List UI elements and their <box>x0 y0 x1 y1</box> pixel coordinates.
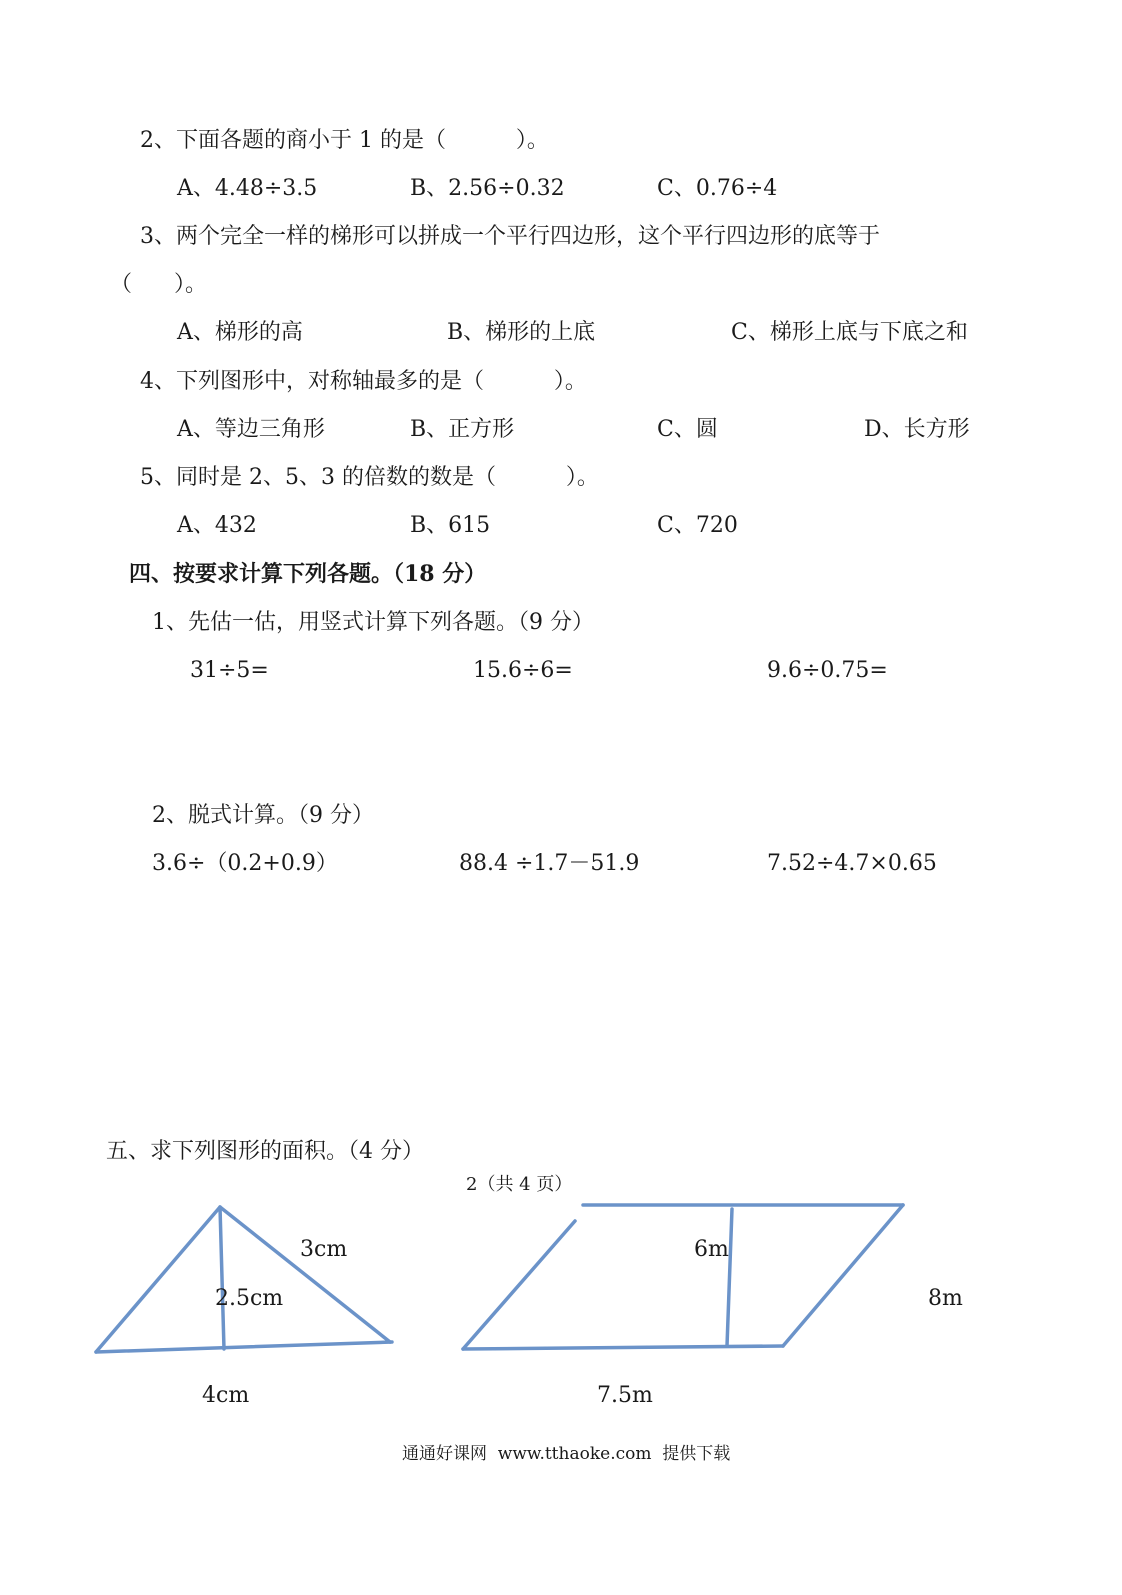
q5-option-b: B、615 <box>410 513 491 538</box>
q2-stem: 2、下面各题的商小于 1 的是（ ）。 <box>140 128 549 153</box>
q3-stem-continued: （ ）。 <box>110 272 207 297</box>
q2-option-c: C、0.76÷4 <box>657 176 778 201</box>
q2-option-b: B、2.56÷0.32 <box>410 176 565 201</box>
parallelogram-right-side <box>783 1205 903 1346</box>
section4-part1-title: 1、先估一估，用竖式计算下列各题。（9 分） <box>152 610 594 635</box>
parallelogram-side-label: 8m <box>928 1286 963 1311</box>
q4-option-d: D、长方形 <box>864 417 970 442</box>
triangle-base-label: 4cm <box>202 1383 250 1408</box>
estimate-item-1: 31÷5= <box>190 658 269 683</box>
triangle-shape <box>96 1207 390 1352</box>
q3-stem: 3、两个完全一样的梯形可以拼成一个平行四边形，这个平行四边形的底等于 <box>140 224 880 249</box>
parallelogram-height-line <box>727 1209 732 1346</box>
triangle-height-line <box>220 1207 224 1349</box>
stepwise-item-2: 88.4 ÷1.7－51.9 <box>459 851 640 876</box>
q4-option-b: B、正方形 <box>410 417 515 442</box>
triangle-side-label: 3cm <box>300 1237 348 1262</box>
q4-option-c: C、圆 <box>657 417 718 442</box>
q5-option-a: A、432 <box>177 513 257 538</box>
section4-part2-title: 2、脱式计算。（9 分） <box>152 803 374 828</box>
q5-option-c: C、720 <box>657 513 738 538</box>
q2-option-a: A、4.48÷3.5 <box>177 176 318 201</box>
q4-stem: 4、下列图形中，对称轴最多的是（ ）。 <box>140 369 587 394</box>
triangle-height-label: 2.5cm <box>215 1286 284 1311</box>
q5-stem: 5、同时是 2、5、3 的倍数的数是（ ）。 <box>140 465 599 490</box>
q4-option-a: A、等边三角形 <box>177 417 325 442</box>
parallelogram-left-side <box>463 1221 575 1349</box>
stepwise-item-3: 7.52÷4.7×0.65 <box>767 851 937 876</box>
parallelogram-bottom-side <box>463 1346 783 1349</box>
estimate-item-2: 15.6÷6= <box>473 658 573 683</box>
q3-option-a: A、梯形的高 <box>177 320 303 345</box>
parallelogram-base-label: 7.5m <box>597 1383 653 1408</box>
section4-title: 四、按要求计算下列各题。（18 分） <box>129 561 487 587</box>
footer-download-note: 通通好课网 www.tthaoke.com 提供下载 <box>402 1444 731 1464</box>
q3-option-c: C、梯形上底与下底之和 <box>731 320 968 345</box>
section5-title: 五、求下列图形的面积。（4 分） <box>106 1139 424 1164</box>
page-marker: 2（共 4 页） <box>466 1174 573 1195</box>
stepwise-item-1: 3.6÷（0.2+0.9） <box>152 851 338 876</box>
q3-option-b: B、梯形的上底 <box>447 320 596 345</box>
parallelogram-height-label: 6m <box>694 1237 729 1262</box>
triangle-base <box>96 1342 392 1352</box>
estimate-item-3: 9.6÷0.75= <box>767 658 888 683</box>
